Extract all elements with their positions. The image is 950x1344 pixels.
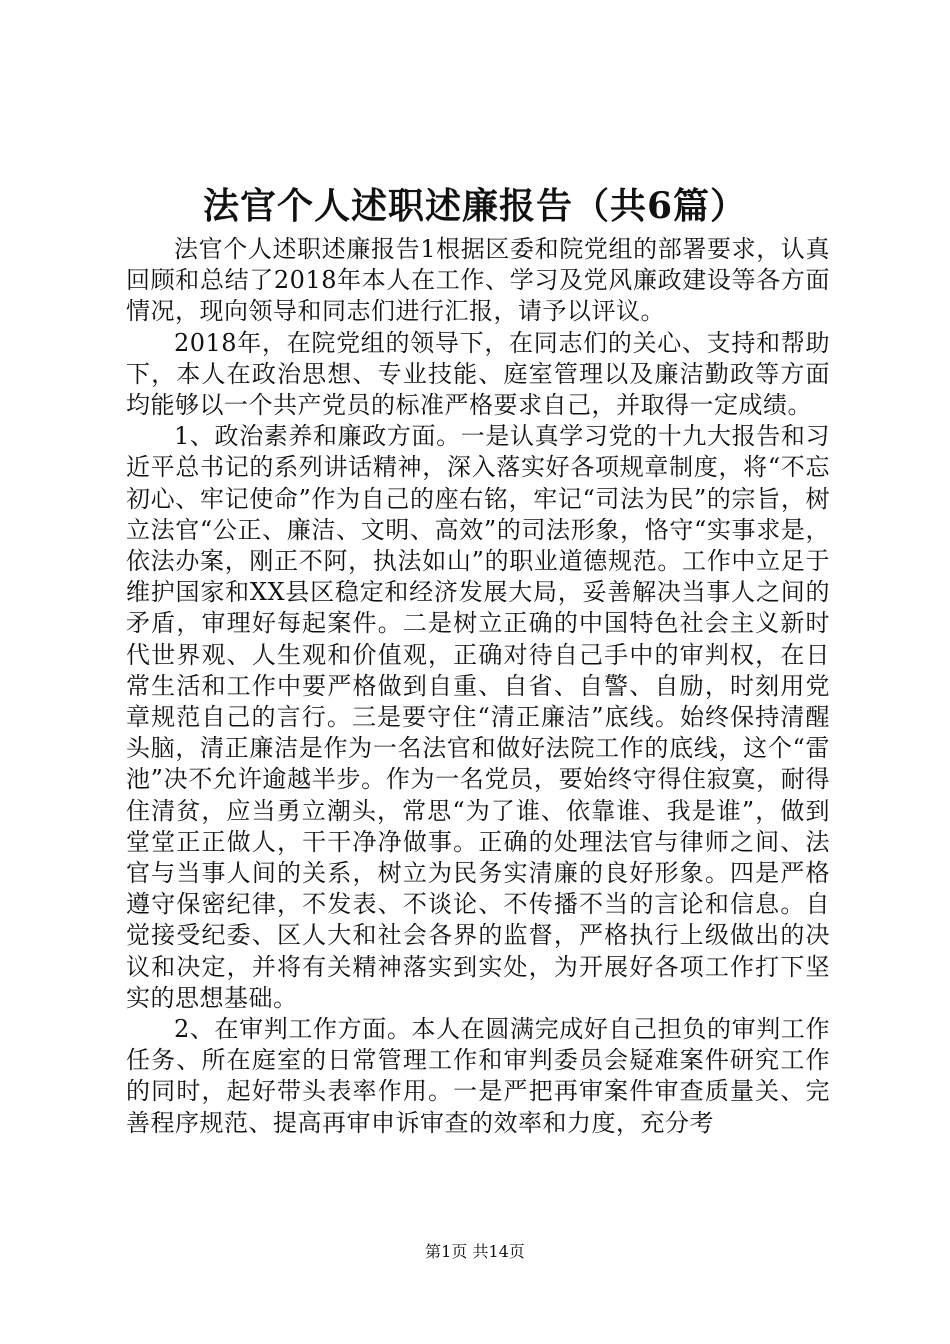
document-title: 法官个人述职述廉报告（共6篇） [202,185,748,227]
paragraph-intro: 法官个人述职述廉报告1根据区委和院党组的部署要求，认真回顾和总结了2018年本人在工作、学习及党风廉政建设等各方面情况，现向领导和同志们进行汇报，请予以评议。 [126,235,830,326]
document-body [126,234,830,1139]
paragraph-trial-work: 2、在审判工作方面。本人在圆满完成好自己担负的审判工作任务、所在庭室的日常管理工作和审判委员会疑难案件研究工作的同时，起好带头表率作用。一是严把再审案件审查质量关、完善程序规范、提高再审申诉审查的效率和力度，充分考 [126,1015,830,1137]
page-number-footer: 第1页 共14页 [425,1242,525,1261]
paragraph-summary: 2018年，在院党组的领导下，在同志们的关心、支持和帮助下，本人在政治思想、专业技能、庭室管理以及廉洁勤政等方面均能够以一个共产党员的标准严格要求自己，并取得一定成绩。 [126,328,830,420]
paragraph-political: 1、政治素养和廉政方面。一是认真学习党的十九大报告和习近平总书记的系列讲话精神，深入落实好各项规章制度，将“不忘初心、牢记使命”作为自己的座右铭，牢记“司法为民”的宗旨，树立法官“公正、廉洁、文明、高效”的司法形象，恪守“实事求是，依法办案，刚正不阿，执法如山”的职业道德规范。工作中立足于维护国家和XX县区稳定和经济发展大局，妥善解决当事人之间的矛盾，审理好每起案件。二是树立正确的中国特色社会主义新时代世界观、人生观和价值观，正确对待自己手中的审判权，在日常生活和工作中要严格做到自重、自省、自警、自励，时刻用党章规范自己的言行。三是要守住“清正廉洁”底线。始终保持清醒头脑，清正廉洁是作为一名法官和做好法院工作的底线，这个“雷池”决不允许逾越半步。作为一名党员，要始终守得住寂寞，耐得住清贫，应当勇立潮头，常思“为了谁、依靠谁、我是谁”，做到堂堂正正做人，干干净净做事。正确的处理法官与律师之间、法官与当事人间的关系，树立为民务实清廉的良好形象。四是严格遵守保密纪律，不发表、不谈论、不传播不当的言论和信息。自觉接受纪委、区人大和社会各界的监督，严格执行上级做出的决议和决定，并将有关精神落实到实处，为开展好各项工作打下坚实的思想基础。 [126,422,830,1012]
